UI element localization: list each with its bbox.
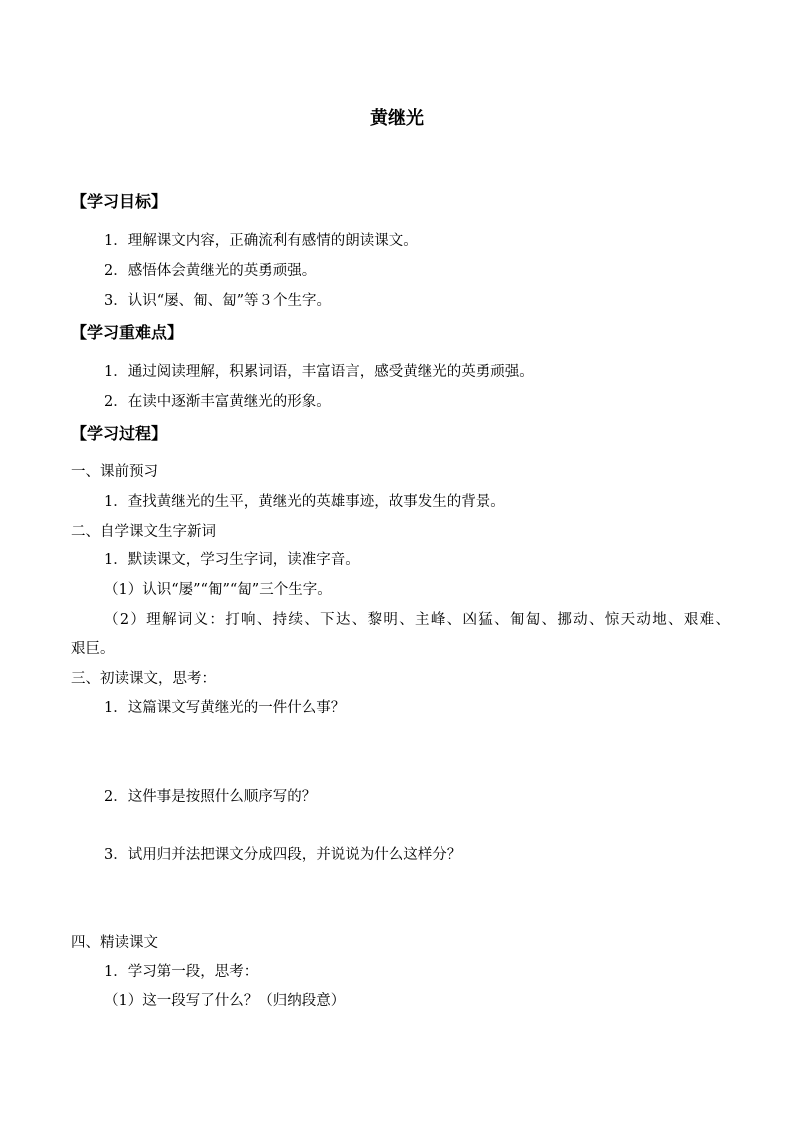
goal-item-2: 2．感悟体会黄继光的英勇顽强。: [104, 263, 317, 279]
part4-sub-1: （1）这一段写了什么？（归纳段意）: [104, 993, 346, 1009]
heading-learning-process: 【学习过程】: [71, 424, 168, 443]
part2-sub-1: （1）认识“屡”“匍”“匐”三个生字。: [104, 582, 332, 598]
part3-title: 三、初读课文，思考：: [71, 671, 216, 687]
part2-title: 二、自学课文生字新词: [71, 524, 216, 540]
difficulty-item-1: 1．通过阅读理解，积累词语，丰富语言，感受黄继光的英勇顽强。: [104, 364, 534, 380]
part2-item-1: 1．默读课文，学习生字词，读准字音。: [104, 552, 360, 568]
document-title: 黄继光: [370, 108, 424, 129]
part3-question-1: 1．这篇课文写黄继光的一件什么事？: [104, 700, 346, 716]
part4-item-1: 1．学习第一段，思考：: [104, 964, 259, 980]
part2-sub-2-line-2: 艰巨。: [71, 641, 115, 657]
part1-title: 一、课前预习: [71, 464, 158, 480]
difficulty-item-2: 2．在读中逐渐丰富黄继光的形象。: [104, 394, 331, 410]
goal-item-3: 3．认识“屡、匍、匐”等３个生字。: [104, 293, 332, 309]
part4-title: 四、精读课文: [71, 935, 158, 951]
heading-learning-goals: 【学习目标】: [71, 192, 168, 211]
goal-item-1: 1．理解课文内容，正确流利有感情的朗读课文。: [104, 233, 418, 249]
part2-sub-2-line-1: （2）理解词义：打响、持续、下达、黎明、主峰、凶猛、匍匐、挪动、惊天动地、艰难、: [104, 612, 730, 628]
part3-question-2: 2．这件事是按照什么顺序写的？: [104, 789, 317, 805]
part3-question-3: 3．试用归并法把课文分成四段，并说说为什么这样分？: [104, 847, 462, 863]
heading-key-difficulties: 【学习重难点】: [71, 323, 184, 342]
part1-item-1: 1．查找黄继光的生平，黄继光的英雄事迹，故事发生的背景。: [104, 494, 505, 510]
